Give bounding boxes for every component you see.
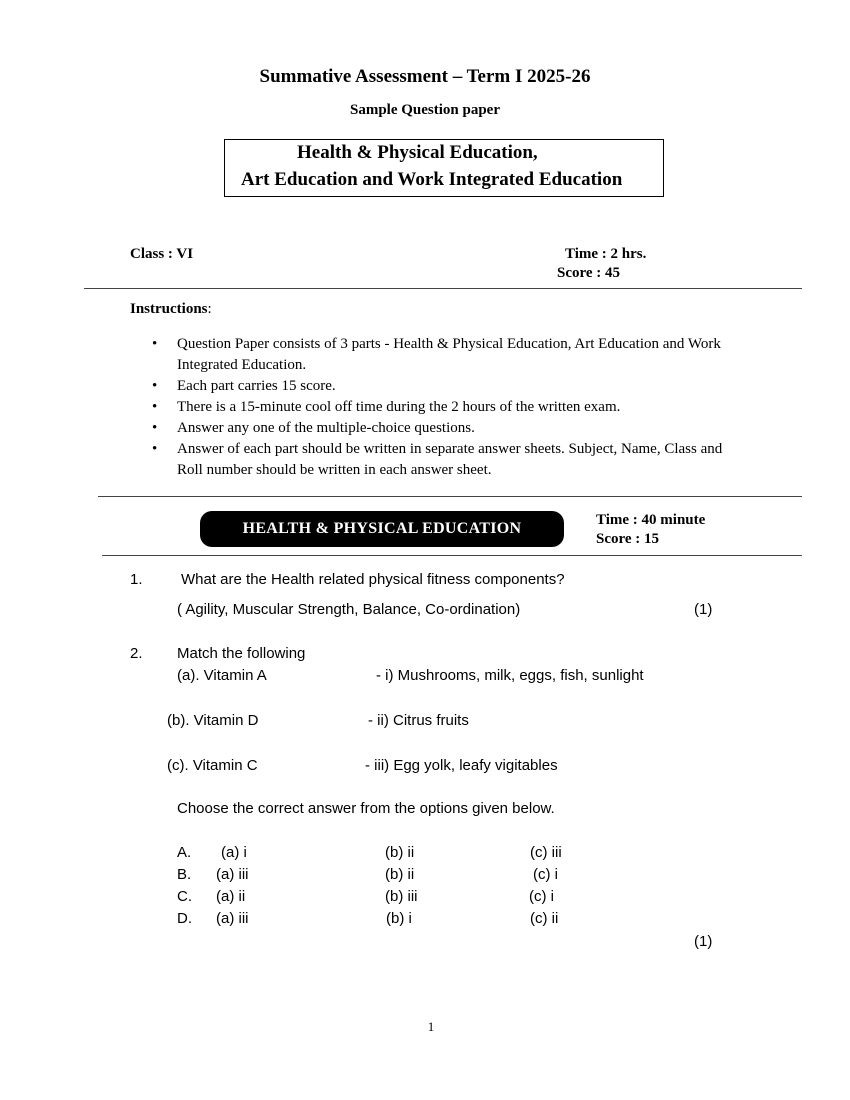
choice-b-col-b: (b) ii xyxy=(385,866,415,883)
instruction-item xyxy=(150,439,750,481)
instruction-text: Answer any one of the multiple-choice questions. xyxy=(177,420,475,436)
page-title: Summative Assessment – Term I 2025-26 xyxy=(259,66,591,87)
instruction-text: Answer of each part should be written in separate answer sheets. Subject, Name, Class and Roll number should be written in each answer sheet. xyxy=(177,441,723,478)
match-right-b: - ii) Citrus fruits xyxy=(368,712,469,729)
choice-c-col-b: (b) iii xyxy=(385,888,418,905)
question-2-instruction: Choose the correct answer from the options given below. xyxy=(177,800,555,817)
divider-top xyxy=(84,288,802,289)
choice-a-col-b: (b) ii xyxy=(385,844,415,861)
section-score: Score : 15 xyxy=(596,531,660,547)
instructions-list xyxy=(150,334,750,481)
instructions-heading-text: Instructions xyxy=(130,301,208,317)
section-time: Time : 40 minute xyxy=(596,512,706,528)
choice-letter-d: D. xyxy=(177,910,192,927)
choice-letter-a: A. xyxy=(177,844,192,861)
bullet-icon: • xyxy=(152,336,158,352)
choice-d-col-c: (c) ii xyxy=(530,910,559,927)
instruction-text: There is a 15-minute cool off time during the 2 hours of the written exam. xyxy=(177,399,621,415)
page-subtitle: Sample Question paper xyxy=(349,102,500,118)
instructions-heading-colon: : xyxy=(207,301,212,317)
time-label: Time : 2 hrs. xyxy=(565,246,647,262)
choice-c-col-c: (c) i xyxy=(529,888,554,905)
divider-section xyxy=(102,555,802,556)
section-title-badge xyxy=(200,511,564,547)
choice-d-col-a: (a) iii xyxy=(216,910,249,927)
instructions-heading xyxy=(130,301,212,318)
question-2-marks: (1) xyxy=(694,933,713,950)
section-title: HEALTH & PHYSICAL EDUCATION xyxy=(242,520,522,537)
question-1-options: ( Agility, Muscular Strength, Balance, Co-ordination) xyxy=(177,601,521,618)
class-label: Class : VI xyxy=(130,246,194,262)
instruction-text: Each part carries 15 score. xyxy=(177,378,336,394)
divider-middle xyxy=(98,496,802,497)
choice-b-col-a: (a) iii xyxy=(216,866,249,883)
choice-letter-b: B. xyxy=(177,866,192,883)
match-left-c: (c). Vitamin C xyxy=(167,757,258,774)
question-2-number: 2. xyxy=(130,645,143,662)
instruction-item xyxy=(150,418,750,439)
bullet-icon: • xyxy=(152,378,158,394)
question-1-text: What are the Health related physical fitness components? xyxy=(181,571,565,588)
subject-line-2: Art Education and Work Integrated Education xyxy=(241,169,623,190)
instruction-item xyxy=(150,376,750,397)
match-right-c: - iii) Egg yolk, leafy vigitables xyxy=(365,757,558,774)
bullet-icon: • xyxy=(152,399,158,415)
match-left-a: (a). Vitamin A xyxy=(177,667,267,684)
question-2-text: Match the following xyxy=(177,645,306,662)
score-label: Score : 45 xyxy=(557,265,621,281)
question-1-number: 1. xyxy=(130,571,143,588)
bullet-icon: • xyxy=(152,420,158,436)
instruction-item xyxy=(150,397,750,418)
choice-a-col-a: (a) i xyxy=(221,844,247,861)
bullet-icon: • xyxy=(152,441,158,457)
match-left-b: (b). Vitamin D xyxy=(167,712,259,729)
page-number: 1 xyxy=(427,1019,435,1034)
question-1-marks: (1) xyxy=(694,601,713,618)
choice-a-col-c: (c) iii xyxy=(530,844,562,861)
choice-c-col-a: (a) ii xyxy=(216,888,246,905)
match-right-a: - i) Mushrooms, milk, eggs, fish, sunlight xyxy=(376,667,644,684)
choice-d-col-b: (b) i xyxy=(386,910,412,927)
subject-line-1: Health & Physical Education, xyxy=(297,142,538,163)
choice-letter-c: C. xyxy=(177,888,192,905)
instruction-item xyxy=(150,334,750,376)
choice-b-col-c: (c) i xyxy=(533,866,558,883)
instruction-text: Question Paper consists of 3 parts - Health & Physical Education, Art Education and Work Integrated Education. xyxy=(177,336,721,373)
